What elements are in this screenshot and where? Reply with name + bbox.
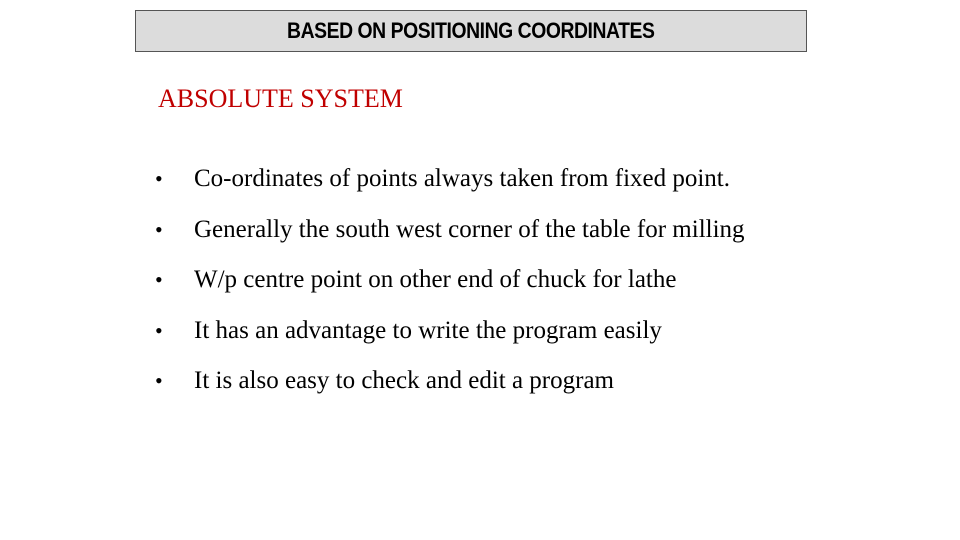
bullet-text: It has an advantage to write the program easily <box>194 316 662 344</box>
bullet-item <box>155 367 745 418</box>
bullet-icon: • <box>155 368 163 393</box>
section-heading: ABSOLUTE SYSTEM <box>158 84 403 113</box>
bullet-icon: • <box>155 166 163 191</box>
bullet-item <box>155 317 745 368</box>
bullet-item <box>155 266 745 317</box>
slide-title-box <box>135 10 807 52</box>
bullet-text: It is also easy to check and edit a program <box>194 367 614 394</box>
bullet-text: Co-ordinates of points always taken from fixed point. <box>194 165 730 192</box>
slide-title: BASED ON POSITIONING COORDINATES <box>287 18 655 43</box>
bullet-icon: • <box>155 267 163 292</box>
bullet-text: Generally the south west corner of the table for milling <box>194 215 745 243</box>
bullet-text: W/p centre point on other end of chuck for lathe <box>194 266 677 293</box>
bullet-item <box>155 165 745 216</box>
bullet-list <box>155 165 745 418</box>
bullet-icon: • <box>155 216 163 242</box>
bullet-icon: • <box>155 317 163 343</box>
bullet-item <box>155 216 745 267</box>
